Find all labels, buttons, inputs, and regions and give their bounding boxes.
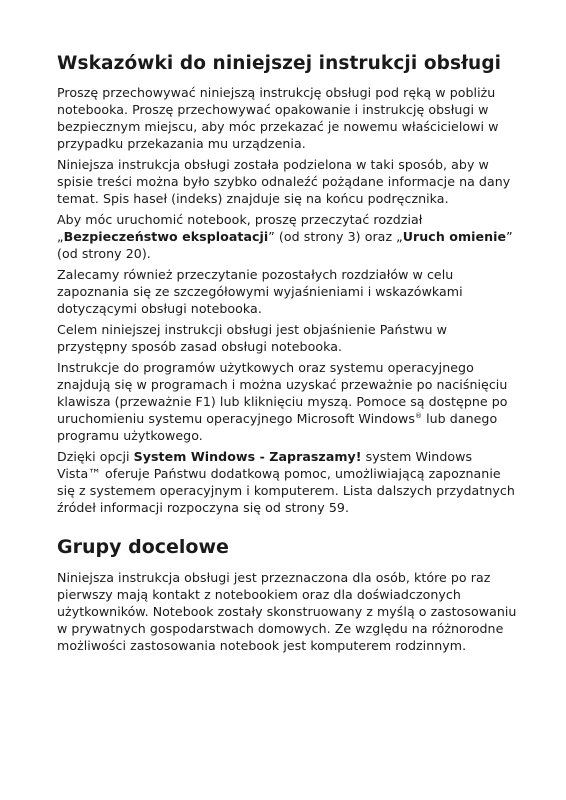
paragraph-purpose: Celem niniejszej instrukcji obsługi jest objaśnienie Państwu w przystępny sposób zasad obsługi notebooka. <box>57 322 447 354</box>
paragraph-storage: Proszę przechowywać niniejszą instrukcję obsługi pod ręką w pobliżu notebooka. Proszę przechowywać opakowanie i instrukcję obsługi w bezpiecznym miejscu, aby móc przekazać je nowemu właścicielowi w przypadku przekazania mu urządzenia. <box>57 85 499 151</box>
text-run: Dzięki opcji <box>57 449 134 464</box>
bold-safety-chapter: Bezpieczeństwo eksploatacji <box>63 229 269 244</box>
document-page <box>57 52 517 658</box>
text-run: ” (od strony 3) oraz „ <box>268 229 403 244</box>
paragraph-help <box>57 359 517 444</box>
text-run: lub danego programu użytkowego. <box>57 411 498 443</box>
paragraph-start-reading <box>57 211 517 262</box>
text-run: Instrukcje do programów użytkowych oraz systemu operacyjnego znajdują się w programach i można uzyskać przeważnie po naciśnięciu klawisza (przeważnie F1) lub kliknięciu myszą. Pomoce są dostępne po uruchomieniu systemu operacyjnego Microsoft Windows <box>57 360 508 426</box>
section-heading-instructions: Wskazówki do niniejszej instrukcji obsługi <box>57 53 502 74</box>
paragraph-recommend: Zalecamy również przeczytanie pozostałych rozdziałów w celu zapoznania się ze szczegółowymi wyjaśnieniami i wskazówkami dotyczącymi obsługi notebooka. <box>57 267 463 316</box>
text-run: ” (od strony 20). <box>57 229 513 261</box>
bold-windows-welcome: System Windows - Zapraszamy! <box>133 449 362 464</box>
text-run: Aby móc uruchomić notebook, proszę przeczytać rozdział „ <box>57 212 423 244</box>
paragraph-windows-welcome <box>57 448 517 516</box>
paragraph-target-groups: Niniejsza instrukcja obsługi jest przeznaczona dla osób, które po raz pierwszy mają kontakt z notebookiem oraz dla doświadczonych użytkowników. Notebook zostały skonstruowany z myślą o zastosowaniu w prywatnych gospodarstwach domowych. Ze względu na różnorodne możliwości zastosowania notebook jest komputerem rodzinnym. <box>57 570 517 653</box>
section-heading-target-groups: Grupy docelowe <box>57 536 229 558</box>
registered-mark: ® <box>414 412 423 420</box>
bold-startup-chapter: Uruch omienie <box>402 229 507 244</box>
section-target-groups <box>57 535 517 654</box>
paragraph-structure: Niniejsza instrukcja obsługi została podzielona w taki sposób, aby w spisie treści można było szybko odnaleźć pożądane informacje na dany temat. Spis haseł (indeks) znajduje się na końcu podręcznika. <box>57 157 511 206</box>
text-run: system Windows Vista™ oferuje Państwu dodatkową pomoc, umożliwiającą zapoznanie się z systemem operacyjnym i komputerem. Lista dalszych przydatnych źródeł informacji rozpoczyna się od strony 59. <box>57 449 515 515</box>
